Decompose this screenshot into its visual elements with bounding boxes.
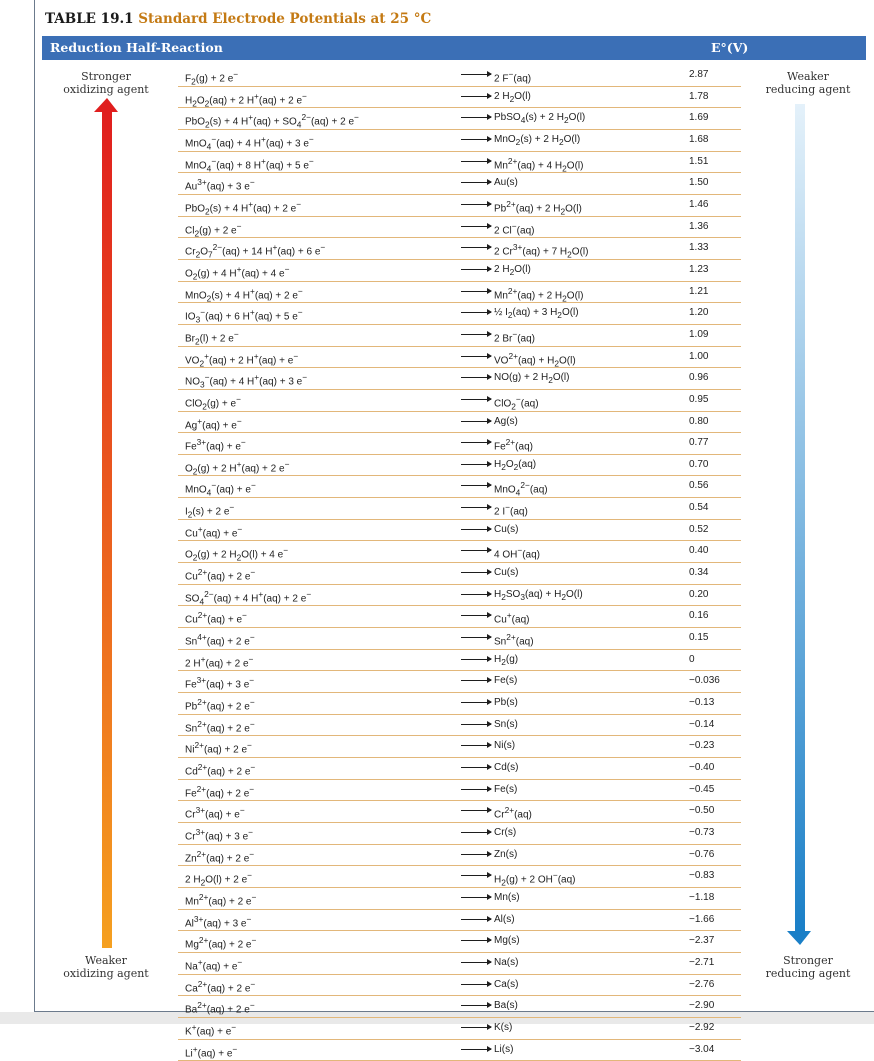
reaction-arrow-icon bbox=[461, 356, 491, 357]
products: Cr(s) bbox=[494, 826, 517, 838]
table-row bbox=[178, 606, 741, 628]
potential-value: 0.40 bbox=[689, 545, 709, 557]
table-header bbox=[42, 36, 866, 60]
reactants: $Ba^{2+}(aq) + 2$ e− bbox=[185, 1000, 255, 1016]
reactants: Na+(aq) + e− bbox=[185, 956, 243, 973]
reactants: MnO$_2$(s) + 4 H+(aq) + 2 e− bbox=[185, 285, 303, 303]
table-row bbox=[178, 476, 741, 498]
potential-value: −0.76 bbox=[689, 848, 715, 860]
potential-value: 1.20 bbox=[689, 307, 709, 319]
products: Zn(s) bbox=[494, 848, 518, 860]
potential-value: −0.83 bbox=[689, 870, 715, 882]
potential-value: −0.036 bbox=[689, 675, 720, 687]
table-row bbox=[178, 693, 741, 715]
reaction-arrow-icon bbox=[461, 767, 491, 768]
table-row bbox=[178, 845, 741, 867]
table-row bbox=[178, 108, 741, 130]
table-row bbox=[178, 996, 741, 1018]
table-row bbox=[178, 736, 741, 758]
reaction-arrow-icon bbox=[461, 226, 491, 227]
potential-value: 0.77 bbox=[689, 437, 709, 449]
potential-value: 1.21 bbox=[689, 285, 709, 297]
right-top-line-2: reducing agent bbox=[765, 83, 851, 96]
products: Fe(s) bbox=[494, 675, 518, 687]
potential-value: −2.90 bbox=[689, 1000, 715, 1012]
potential-value: 0.34 bbox=[689, 567, 709, 579]
potential-value: −2.37 bbox=[689, 935, 715, 947]
reactants: PbO$_2$(s) + 4 $H^+(aq) + SO_4^{2-}(aq) + 2$ e− bbox=[185, 112, 359, 130]
reactants: $Cl_2(g) + 2$ e− bbox=[185, 220, 242, 238]
reactants: $Cr_2O_7^{2-}(aq) + 14$ H+(aq) + 6 e− bbox=[185, 242, 326, 260]
products: MnO$_2$(s) + 2 $H_2O(l)$ bbox=[494, 133, 581, 147]
reaction-arrow-icon bbox=[461, 464, 491, 465]
reactants: $IO_3^-(aq) + 6$ H+(aq) + 5 e− bbox=[185, 307, 303, 325]
reactants: $H_2O_2(aq) + 2$ H+(aq) + 2 e− bbox=[185, 90, 307, 108]
table-row bbox=[178, 758, 741, 780]
table-row bbox=[178, 953, 741, 975]
products: Na(s) bbox=[494, 956, 519, 968]
reactants: $Fe^{3+}(aq) + e^-$ bbox=[185, 437, 246, 453]
reactants: MnO$_4$−(aq) + 8 H+(aq) + 5 e− bbox=[185, 155, 314, 173]
potential-value: 0.56 bbox=[689, 480, 709, 492]
table-row bbox=[178, 130, 741, 152]
products: Ni(s) bbox=[494, 740, 516, 752]
potentials-table bbox=[178, 65, 741, 1061]
reactants: $O_2(g) + 4$ H+(aq) + 4 e− bbox=[185, 263, 290, 282]
reaction-arrow-icon bbox=[461, 919, 491, 920]
potential-value: −2.92 bbox=[689, 1021, 715, 1033]
reaction-arrow-icon bbox=[461, 594, 491, 595]
reaction-arrow-icon bbox=[461, 745, 491, 746]
products: Li(s) bbox=[494, 1043, 514, 1055]
potential-value: −1.66 bbox=[689, 913, 715, 925]
products: $H_2(g) + 2$ OH−(aq) bbox=[494, 870, 576, 888]
table-title bbox=[45, 11, 431, 27]
products: 2 Cl−(aq) bbox=[494, 220, 535, 236]
table-row bbox=[178, 217, 741, 239]
products: K(s) bbox=[494, 1021, 513, 1033]
potential-value: −3.04 bbox=[689, 1043, 715, 1055]
reactants: $O_2(g) + 2$ H+(aq) + 2 e− bbox=[185, 458, 290, 477]
reaction-arrow-icon bbox=[461, 550, 491, 551]
potential-value: −0.50 bbox=[689, 805, 715, 817]
reactants: $Sn^{4+}(aq) + 2$ e− bbox=[185, 632, 255, 648]
products: Mn(s) bbox=[494, 891, 520, 903]
table-row bbox=[178, 563, 741, 585]
reaction-arrow-icon bbox=[461, 312, 491, 313]
table-row bbox=[178, 1040, 741, 1061]
potential-value: 0.96 bbox=[689, 372, 709, 384]
reactants: $Sn^{2+}(aq) + 2$ e− bbox=[185, 718, 255, 735]
reactants: $Fe^{2+}(aq) + 2$ e− bbox=[185, 783, 255, 799]
potential-value: 0.16 bbox=[689, 610, 709, 622]
table-caption: Standard Electrode Potentials at 25 °C bbox=[138, 11, 432, 27]
reaction-arrow-icon bbox=[461, 832, 491, 833]
products: Mg(s) bbox=[494, 935, 520, 947]
potential-value: 1.68 bbox=[689, 133, 709, 145]
table-row bbox=[178, 325, 741, 347]
potential-value: 1.46 bbox=[689, 198, 709, 210]
potential-value: 1.36 bbox=[689, 220, 709, 232]
table-row bbox=[178, 628, 741, 650]
reaction-arrow-icon bbox=[461, 529, 491, 530]
left-top-line-2: oxidizing agent bbox=[63, 83, 149, 96]
products: Cu+(aq) bbox=[494, 610, 530, 626]
right-top-label bbox=[752, 70, 864, 96]
products: 2 I−(aq) bbox=[494, 502, 528, 518]
reactants: $Cu^{2+}(aq) + 2$ e− bbox=[185, 567, 256, 583]
potential-value: 1.69 bbox=[689, 112, 709, 124]
products: $Pb^{2+}(aq) + 2$ $H_2O(l)$ bbox=[494, 198, 582, 217]
reactants: $VO_2^+(aq) + 2$ H+(aq) + e− bbox=[185, 350, 299, 368]
table-row bbox=[178, 866, 741, 888]
reactants: $Mg^{2+}(aq) + 2$ e− bbox=[185, 935, 257, 951]
reactants: $Mn^{2+}(aq) + 2$ e− bbox=[185, 891, 257, 908]
table-number: TABLE 19.1 bbox=[45, 11, 134, 27]
products: Al(s) bbox=[494, 913, 515, 925]
products: Cu(s) bbox=[494, 523, 519, 535]
reactants: $SO_4^{2-}(aq) + 4$ H+(aq) + 2 e− bbox=[185, 588, 312, 607]
reaction-arrow-icon bbox=[461, 507, 491, 508]
products: Cd(s) bbox=[494, 762, 519, 773]
reaction-arrow-icon bbox=[461, 139, 491, 140]
table-row bbox=[178, 498, 741, 520]
reactants: MnO$_4$−(aq) + e− bbox=[185, 480, 256, 498]
potential-value: 0.52 bbox=[689, 523, 709, 535]
reactants: ClO$_2$(g) + e− bbox=[185, 393, 241, 412]
table-row bbox=[178, 152, 741, 174]
table-row bbox=[178, 65, 741, 87]
table-row bbox=[178, 238, 741, 260]
potential-value: 1.51 bbox=[689, 155, 709, 167]
reducing-strength-arrow-icon bbox=[787, 104, 813, 946]
table-row bbox=[178, 780, 741, 802]
potential-value: 2.87 bbox=[689, 69, 709, 80]
reaction-arrow-icon bbox=[461, 485, 491, 486]
reaction-arrow-icon bbox=[461, 1049, 491, 1050]
potential-value: 1.50 bbox=[689, 177, 709, 189]
potential-value: −0.14 bbox=[689, 718, 715, 730]
potential-value: 0.95 bbox=[689, 393, 709, 405]
products: PbSO$_4$(s) + 2 $H_2O(l)$ bbox=[494, 112, 586, 126]
reactants: $Ca^{2+}(aq) + 2$ e− bbox=[185, 978, 256, 994]
reaction-arrow-icon bbox=[461, 399, 491, 400]
reaction-arrow-icon bbox=[461, 74, 491, 75]
potential-value: 0 bbox=[689, 653, 695, 665]
potential-value: 1.33 bbox=[689, 242, 709, 254]
reaction-arrow-icon bbox=[461, 247, 491, 248]
potential-value: 1.09 bbox=[689, 328, 709, 340]
products: Pb(s) bbox=[494, 697, 518, 709]
table-row bbox=[178, 650, 741, 672]
table-row bbox=[178, 390, 741, 412]
products: Cu(s) bbox=[494, 567, 519, 579]
potential-value: −0.73 bbox=[689, 826, 715, 838]
table-row bbox=[178, 412, 741, 434]
potential-value: 0.15 bbox=[689, 632, 709, 644]
potential-value: −0.23 bbox=[689, 740, 715, 752]
potential-value: 0.70 bbox=[689, 458, 709, 470]
table-row bbox=[178, 888, 741, 910]
table-row bbox=[178, 585, 741, 607]
products: ClO$_2$−(aq) bbox=[494, 393, 539, 412]
reactants: 2 H+(aq) + 2 e− bbox=[185, 653, 254, 670]
products: 2 $Cr^{3+}(aq) + 7$ $H_2O(l)$ bbox=[494, 242, 589, 260]
reactants: PbO$_2$(s) + 4 H+(aq) + 2 e− bbox=[185, 198, 302, 217]
products: Au(s) bbox=[494, 177, 518, 189]
reactants: $Fe^{3+}(aq) + 3$ e− bbox=[185, 675, 255, 691]
products: Ag(s) bbox=[494, 415, 518, 427]
products: 4 OH−(aq) bbox=[494, 545, 541, 561]
table-row bbox=[178, 195, 741, 217]
reaction-arrow-icon bbox=[461, 702, 491, 703]
right-bottom-label bbox=[752, 954, 864, 980]
products: $VO^{2+}(aq) + H_2O(l)$ bbox=[494, 350, 576, 368]
right-bottom-line-2: reducing agent bbox=[765, 967, 851, 980]
potential-value: 1.00 bbox=[689, 350, 709, 362]
reaction-arrow-icon bbox=[461, 789, 491, 790]
table-row bbox=[178, 282, 741, 304]
reactants: $O_2(g) + 2$ $H_2O(l) + 4$ e− bbox=[185, 545, 289, 563]
reactants: Cu+(aq) + e− bbox=[185, 523, 243, 540]
header-reaction: Reduction Half-Reaction bbox=[50, 40, 223, 55]
reactants: $I_2(s) + 2$ e− bbox=[185, 502, 235, 520]
products: Fe(s) bbox=[494, 783, 518, 795]
products: $Sn^{2+}(aq)$ bbox=[494, 632, 534, 648]
oxidizing-strength-arrow-icon bbox=[94, 98, 120, 948]
reaction-arrow-icon bbox=[461, 377, 491, 378]
table-row bbox=[178, 455, 741, 477]
table-row bbox=[178, 541, 741, 563]
potential-value: 0.20 bbox=[689, 588, 709, 600]
products: 2 F−(aq) bbox=[494, 69, 532, 85]
left-top-line-1: Stronger bbox=[81, 70, 131, 83]
reactants: MnO$_4$−(aq) + 4 H+(aq) + 3 e− bbox=[185, 133, 314, 152]
table-row bbox=[178, 931, 741, 953]
reaction-arrow-icon bbox=[461, 854, 491, 855]
table-row bbox=[178, 823, 741, 845]
products: 2 Br−(aq) bbox=[494, 328, 536, 345]
reactants: K+(aq) + e− bbox=[185, 1021, 237, 1038]
reaction-arrow-icon bbox=[461, 1005, 491, 1006]
table-row bbox=[178, 801, 741, 823]
products: MnO$_4^{2-}$(aq) bbox=[494, 480, 548, 498]
potential-value: 1.23 bbox=[689, 263, 709, 275]
potential-value: −2.71 bbox=[689, 956, 715, 968]
reactants: Ag+(aq) + e− bbox=[185, 415, 242, 431]
products: $Mn^{2+}(aq) + 2$ $H_2O(l)$ bbox=[494, 285, 584, 303]
products: $Cr^{2+}(aq)$ bbox=[494, 805, 532, 821]
table-row bbox=[178, 715, 741, 737]
left-bottom-line-2: oxidizing agent bbox=[63, 967, 149, 980]
table-row bbox=[178, 671, 741, 693]
table-row bbox=[178, 260, 741, 282]
reactants: $Cr^{3+}(aq) + 3$ e− bbox=[185, 826, 254, 843]
reaction-arrow-icon bbox=[461, 572, 491, 573]
reactants: $Cr^{3+}(aq) + e^-$ bbox=[185, 805, 245, 821]
products: $H_2(g)$ bbox=[494, 653, 519, 667]
potential-value: −0.40 bbox=[689, 762, 715, 773]
reactants: $Zn^{2+}(aq) + 2$ e− bbox=[185, 848, 255, 864]
reactants: $Br_2(l) + 2$ e− bbox=[185, 328, 239, 347]
table-row bbox=[178, 910, 741, 932]
reaction-arrow-icon bbox=[461, 659, 491, 660]
table-row bbox=[178, 368, 741, 390]
potential-value: −2.76 bbox=[689, 978, 715, 990]
products: Ba(s) bbox=[494, 1000, 518, 1012]
table-row bbox=[178, 1018, 741, 1040]
products: 2 $H_2O(l)$ bbox=[494, 90, 531, 104]
table-row bbox=[178, 173, 741, 195]
reaction-arrow-icon bbox=[461, 984, 491, 985]
left-bottom-line-1: Weaker bbox=[85, 954, 127, 967]
left-top-label bbox=[50, 70, 162, 96]
potential-value: −0.13 bbox=[689, 697, 715, 709]
reaction-arrow-icon bbox=[461, 96, 491, 97]
products: $H_2SO_3(aq) + H_2O(l)$ bbox=[494, 588, 583, 602]
table-row bbox=[178, 347, 741, 369]
products: $Mn^{2+}(aq) + 4$ $H_2O(l)$ bbox=[494, 155, 584, 173]
header-potential: E°(V) bbox=[711, 40, 749, 55]
reaction-arrow-icon bbox=[461, 442, 491, 443]
potential-value: −1.18 bbox=[689, 891, 715, 903]
reaction-arrow-icon bbox=[461, 291, 491, 292]
products: 2 $H_2O(l)$ bbox=[494, 263, 531, 277]
table-row bbox=[178, 433, 741, 455]
potential-value: 1.78 bbox=[689, 90, 709, 102]
right-bottom-line-1: Stronger bbox=[783, 954, 833, 967]
reactants: Li+(aq) + e− bbox=[185, 1043, 238, 1059]
table-row bbox=[178, 87, 741, 109]
potential-value: 0.80 bbox=[689, 415, 709, 427]
reactants: $Au^{3+}(aq) + 3$ e− bbox=[185, 177, 255, 193]
table-row bbox=[178, 303, 741, 325]
reactants: $Pb^{2+}(aq) + 2$ e− bbox=[185, 697, 255, 713]
reaction-arrow-icon bbox=[461, 637, 491, 638]
reaction-arrow-icon bbox=[461, 182, 491, 183]
reactants: $NO_3^-(aq) + 4$ H+(aq) + 3 e− bbox=[185, 372, 308, 390]
reactants: $Al^{3+}(aq) + 3$ e− bbox=[185, 913, 252, 929]
table-row bbox=[178, 975, 741, 997]
reaction-arrow-icon bbox=[461, 117, 491, 118]
products: Sn(s) bbox=[494, 718, 518, 730]
reaction-arrow-icon bbox=[461, 161, 491, 162]
reaction-arrow-icon bbox=[461, 421, 491, 422]
reactants: $Ni^{2+}(aq) + 2$ e− bbox=[185, 740, 252, 756]
potential-value: −0.45 bbox=[689, 783, 715, 795]
reaction-arrow-icon bbox=[461, 724, 491, 725]
reaction-arrow-icon bbox=[461, 680, 491, 681]
table-row bbox=[178, 520, 741, 542]
left-bottom-label bbox=[50, 954, 162, 980]
reaction-arrow-icon bbox=[461, 269, 491, 270]
products: $H_2O_2(aq)$ bbox=[494, 458, 537, 472]
reaction-arrow-icon bbox=[461, 962, 491, 963]
products: $Fe^{2+}(aq)$ bbox=[494, 437, 533, 453]
right-top-line-1: Weaker bbox=[787, 70, 829, 83]
reactants: 2 $H_2O(l) + 2$ e− bbox=[185, 870, 253, 888]
reactants: $Cu^{2+}(aq) + e^-$ bbox=[185, 610, 247, 626]
reaction-arrow-icon bbox=[461, 615, 491, 616]
reaction-arrow-icon bbox=[461, 897, 491, 898]
products: NO(g) + 2 $H_2O(l)$ bbox=[494, 372, 570, 386]
products: ½ $I_2(aq) + 3$ $H_2O(l)$ bbox=[494, 307, 579, 321]
reaction-arrow-icon bbox=[461, 204, 491, 205]
reaction-arrow-icon bbox=[461, 875, 491, 876]
potential-value: 0.54 bbox=[689, 502, 709, 514]
reaction-arrow-icon bbox=[461, 334, 491, 335]
reaction-arrow-icon bbox=[461, 1027, 491, 1028]
reactants: $Cd^{2+}(aq) + 2$ e− bbox=[185, 762, 256, 778]
reaction-arrow-icon bbox=[461, 810, 491, 811]
reaction-arrow-icon bbox=[461, 940, 491, 941]
products: Ca(s) bbox=[494, 978, 519, 990]
reactants: $F_2(g) + 2$ e− bbox=[185, 69, 239, 87]
